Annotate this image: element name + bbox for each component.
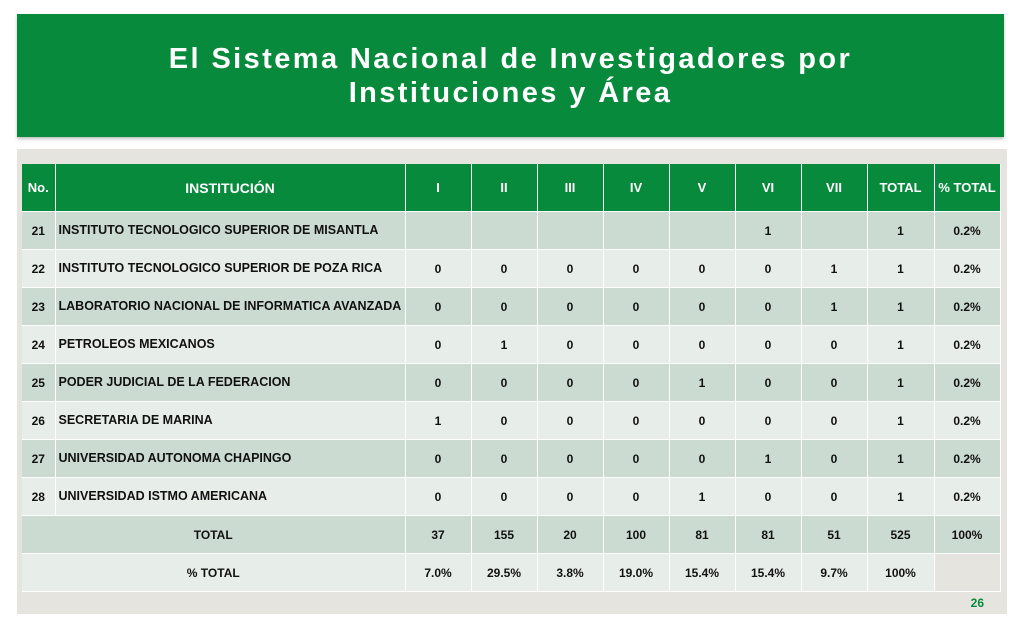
cell-no: 24 — [22, 326, 55, 364]
cell-value: 0 — [735, 288, 801, 326]
cell-institution: UNIVERSIDAD AUTONOMA CHAPINGO — [55, 440, 405, 478]
header-level-ii: II — [471, 164, 537, 212]
cell-pct: 0.2% — [934, 288, 1000, 326]
cell-pct: 0.2% — [934, 440, 1000, 478]
header-level-i: I — [405, 164, 471, 212]
total-level-iv: 100 — [603, 516, 669, 554]
cell-value: 0 — [603, 478, 669, 516]
cell-value — [801, 212, 867, 250]
pct-total-row — [22, 554, 1000, 592]
total-level-ii: 155 — [471, 516, 537, 554]
cell-pct: 0.2% — [934, 212, 1000, 250]
cell-value: 0 — [471, 478, 537, 516]
cell-value: 0 — [801, 326, 867, 364]
cell-total: 1 — [867, 288, 934, 326]
cell-pct: 0.2% — [934, 364, 1000, 402]
pct-level-i: 7.0% — [405, 554, 471, 592]
cell-value: 1 — [471, 326, 537, 364]
cell-value: 0 — [603, 440, 669, 478]
cell-value: 0 — [537, 250, 603, 288]
cell-value: 0 — [669, 250, 735, 288]
cell-value: 0 — [801, 440, 867, 478]
header-level-v: V — [669, 164, 735, 212]
cell-no: 28 — [22, 478, 55, 516]
pct-level-ii: 29.5% — [471, 554, 537, 592]
cell-value: 0 — [603, 364, 669, 402]
slide-title-line-1: El Sistema Nacional de Investigadores por — [168, 42, 853, 75]
cell-institution: INSTITUTO TECNOLOGICO SUPERIOR DE MISANTLA — [55, 212, 405, 250]
page-number: 26 — [970, 596, 984, 610]
cell-value: 0 — [735, 402, 801, 440]
cell-value: 0 — [405, 440, 471, 478]
pct-level-iii: 3.8% — [537, 554, 603, 592]
cell-institution: PETROLEOS MEXICANOS — [55, 326, 405, 364]
header-total: TOTAL — [867, 164, 934, 212]
cell-value: 0 — [405, 326, 471, 364]
table-row — [22, 402, 1000, 440]
cell-value: 0 — [603, 326, 669, 364]
title-banner — [17, 14, 1004, 137]
cell-value: 1 — [735, 212, 801, 250]
cell-value: 0 — [669, 402, 735, 440]
table-row — [22, 212, 1000, 250]
cell-no: 25 — [22, 364, 55, 402]
cell-value: 0 — [405, 364, 471, 402]
table-header-row — [22, 164, 1000, 212]
cell-pct: 0.2% — [934, 326, 1000, 364]
table-row — [22, 364, 1000, 402]
cell-value: 1 — [801, 250, 867, 288]
cell-value: 0 — [471, 250, 537, 288]
pct-blank-cell — [934, 554, 1000, 592]
total-level-i: 37 — [405, 516, 471, 554]
cell-institution: SECRETARIA DE MARINA — [55, 402, 405, 440]
total-level-vi: 81 — [735, 516, 801, 554]
cell-total: 1 — [867, 212, 934, 250]
table-row — [22, 478, 1000, 516]
cell-value: 0 — [537, 478, 603, 516]
cell-value: 0 — [537, 326, 603, 364]
table-row — [22, 326, 1000, 364]
cell-value — [603, 212, 669, 250]
table-row — [22, 288, 1000, 326]
cell-total: 1 — [867, 478, 934, 516]
cell-no: 21 — [22, 212, 55, 250]
pct-level-vii: 9.7% — [801, 554, 867, 592]
cell-value: 0 — [471, 364, 537, 402]
cell-value: 0 — [405, 250, 471, 288]
cell-institution: LABORATORIO NACIONAL DE INFORMATICA AVANZADA — [55, 288, 405, 326]
cell-value: 0 — [735, 364, 801, 402]
total-level-v: 81 — [669, 516, 735, 554]
total-label: TOTAL — [22, 516, 405, 554]
table-row — [22, 250, 1000, 288]
cell-pct: 0.2% — [934, 250, 1000, 288]
cell-value: 1 — [669, 364, 735, 402]
pct-total-label: % TOTAL — [22, 554, 405, 592]
cell-value: 1 — [735, 440, 801, 478]
cell-value: 0 — [603, 250, 669, 288]
cell-value — [405, 212, 471, 250]
cell-value: 0 — [801, 402, 867, 440]
header-no: No. — [22, 164, 55, 212]
header-institucion: INSTITUCIÓN — [55, 164, 405, 212]
cell-value: 0 — [405, 288, 471, 326]
cell-value: 0 — [669, 326, 735, 364]
cell-value — [471, 212, 537, 250]
cell-value: 0 — [537, 402, 603, 440]
cell-pct: 0.2% — [934, 478, 1000, 516]
total-level-iii: 20 — [537, 516, 603, 554]
cell-total: 1 — [867, 250, 934, 288]
cell-institution: UNIVERSIDAD ISTMO AMERICANA — [55, 478, 405, 516]
cell-value: 0 — [735, 326, 801, 364]
header-level-vi: VI — [735, 164, 801, 212]
header-level-iii: III — [537, 164, 603, 212]
pct-level-vi: 15.4% — [735, 554, 801, 592]
cell-value: 0 — [405, 478, 471, 516]
cell-no: 22 — [22, 250, 55, 288]
cell-value: 0 — [471, 288, 537, 326]
cell-value: 0 — [471, 440, 537, 478]
slide-title-line-2: Instituciones y Área — [348, 76, 673, 109]
cell-value — [669, 212, 735, 250]
cell-total: 1 — [867, 440, 934, 478]
cell-no: 26 — [22, 402, 55, 440]
cell-value: 0 — [537, 440, 603, 478]
cell-value: 0 — [801, 364, 867, 402]
header-pct-total: % TOTAL — [934, 164, 1000, 212]
slide-title — [169, 42, 852, 110]
researchers-table — [22, 164, 1001, 592]
cell-value: 0 — [537, 364, 603, 402]
total-row — [22, 516, 1000, 554]
pct-level-v: 15.4% — [669, 554, 735, 592]
pct-total: 100% — [867, 554, 934, 592]
cell-institution: INSTITUTO TECNOLOGICO SUPERIOR DE POZA RICA — [55, 250, 405, 288]
total-pct: 100% — [934, 516, 1000, 554]
header-level-vii: VII — [801, 164, 867, 212]
total-level-vii: 51 — [801, 516, 867, 554]
cell-value: 1 — [405, 402, 471, 440]
cell-value: 0 — [669, 288, 735, 326]
cell-value: 1 — [801, 288, 867, 326]
cell-no: 23 — [22, 288, 55, 326]
cell-total: 1 — [867, 326, 934, 364]
cell-value: 0 — [471, 402, 537, 440]
cell-value: 0 — [537, 288, 603, 326]
cell-pct: 0.2% — [934, 402, 1000, 440]
cell-total: 1 — [867, 402, 934, 440]
cell-total: 1 — [867, 364, 934, 402]
cell-value: 0 — [603, 288, 669, 326]
header-level-iv: IV — [603, 164, 669, 212]
table-row — [22, 440, 1000, 478]
cell-value — [537, 212, 603, 250]
total-total: 525 — [867, 516, 934, 554]
cell-no: 27 — [22, 440, 55, 478]
cell-value: 0 — [669, 440, 735, 478]
cell-value: 0 — [735, 478, 801, 516]
cell-value: 0 — [801, 478, 867, 516]
cell-value: 0 — [603, 402, 669, 440]
cell-institution: PODER JUDICIAL DE LA FEDERACION — [55, 364, 405, 402]
cell-value: 0 — [735, 250, 801, 288]
pct-level-iv: 19.0% — [603, 554, 669, 592]
cell-value: 1 — [669, 478, 735, 516]
